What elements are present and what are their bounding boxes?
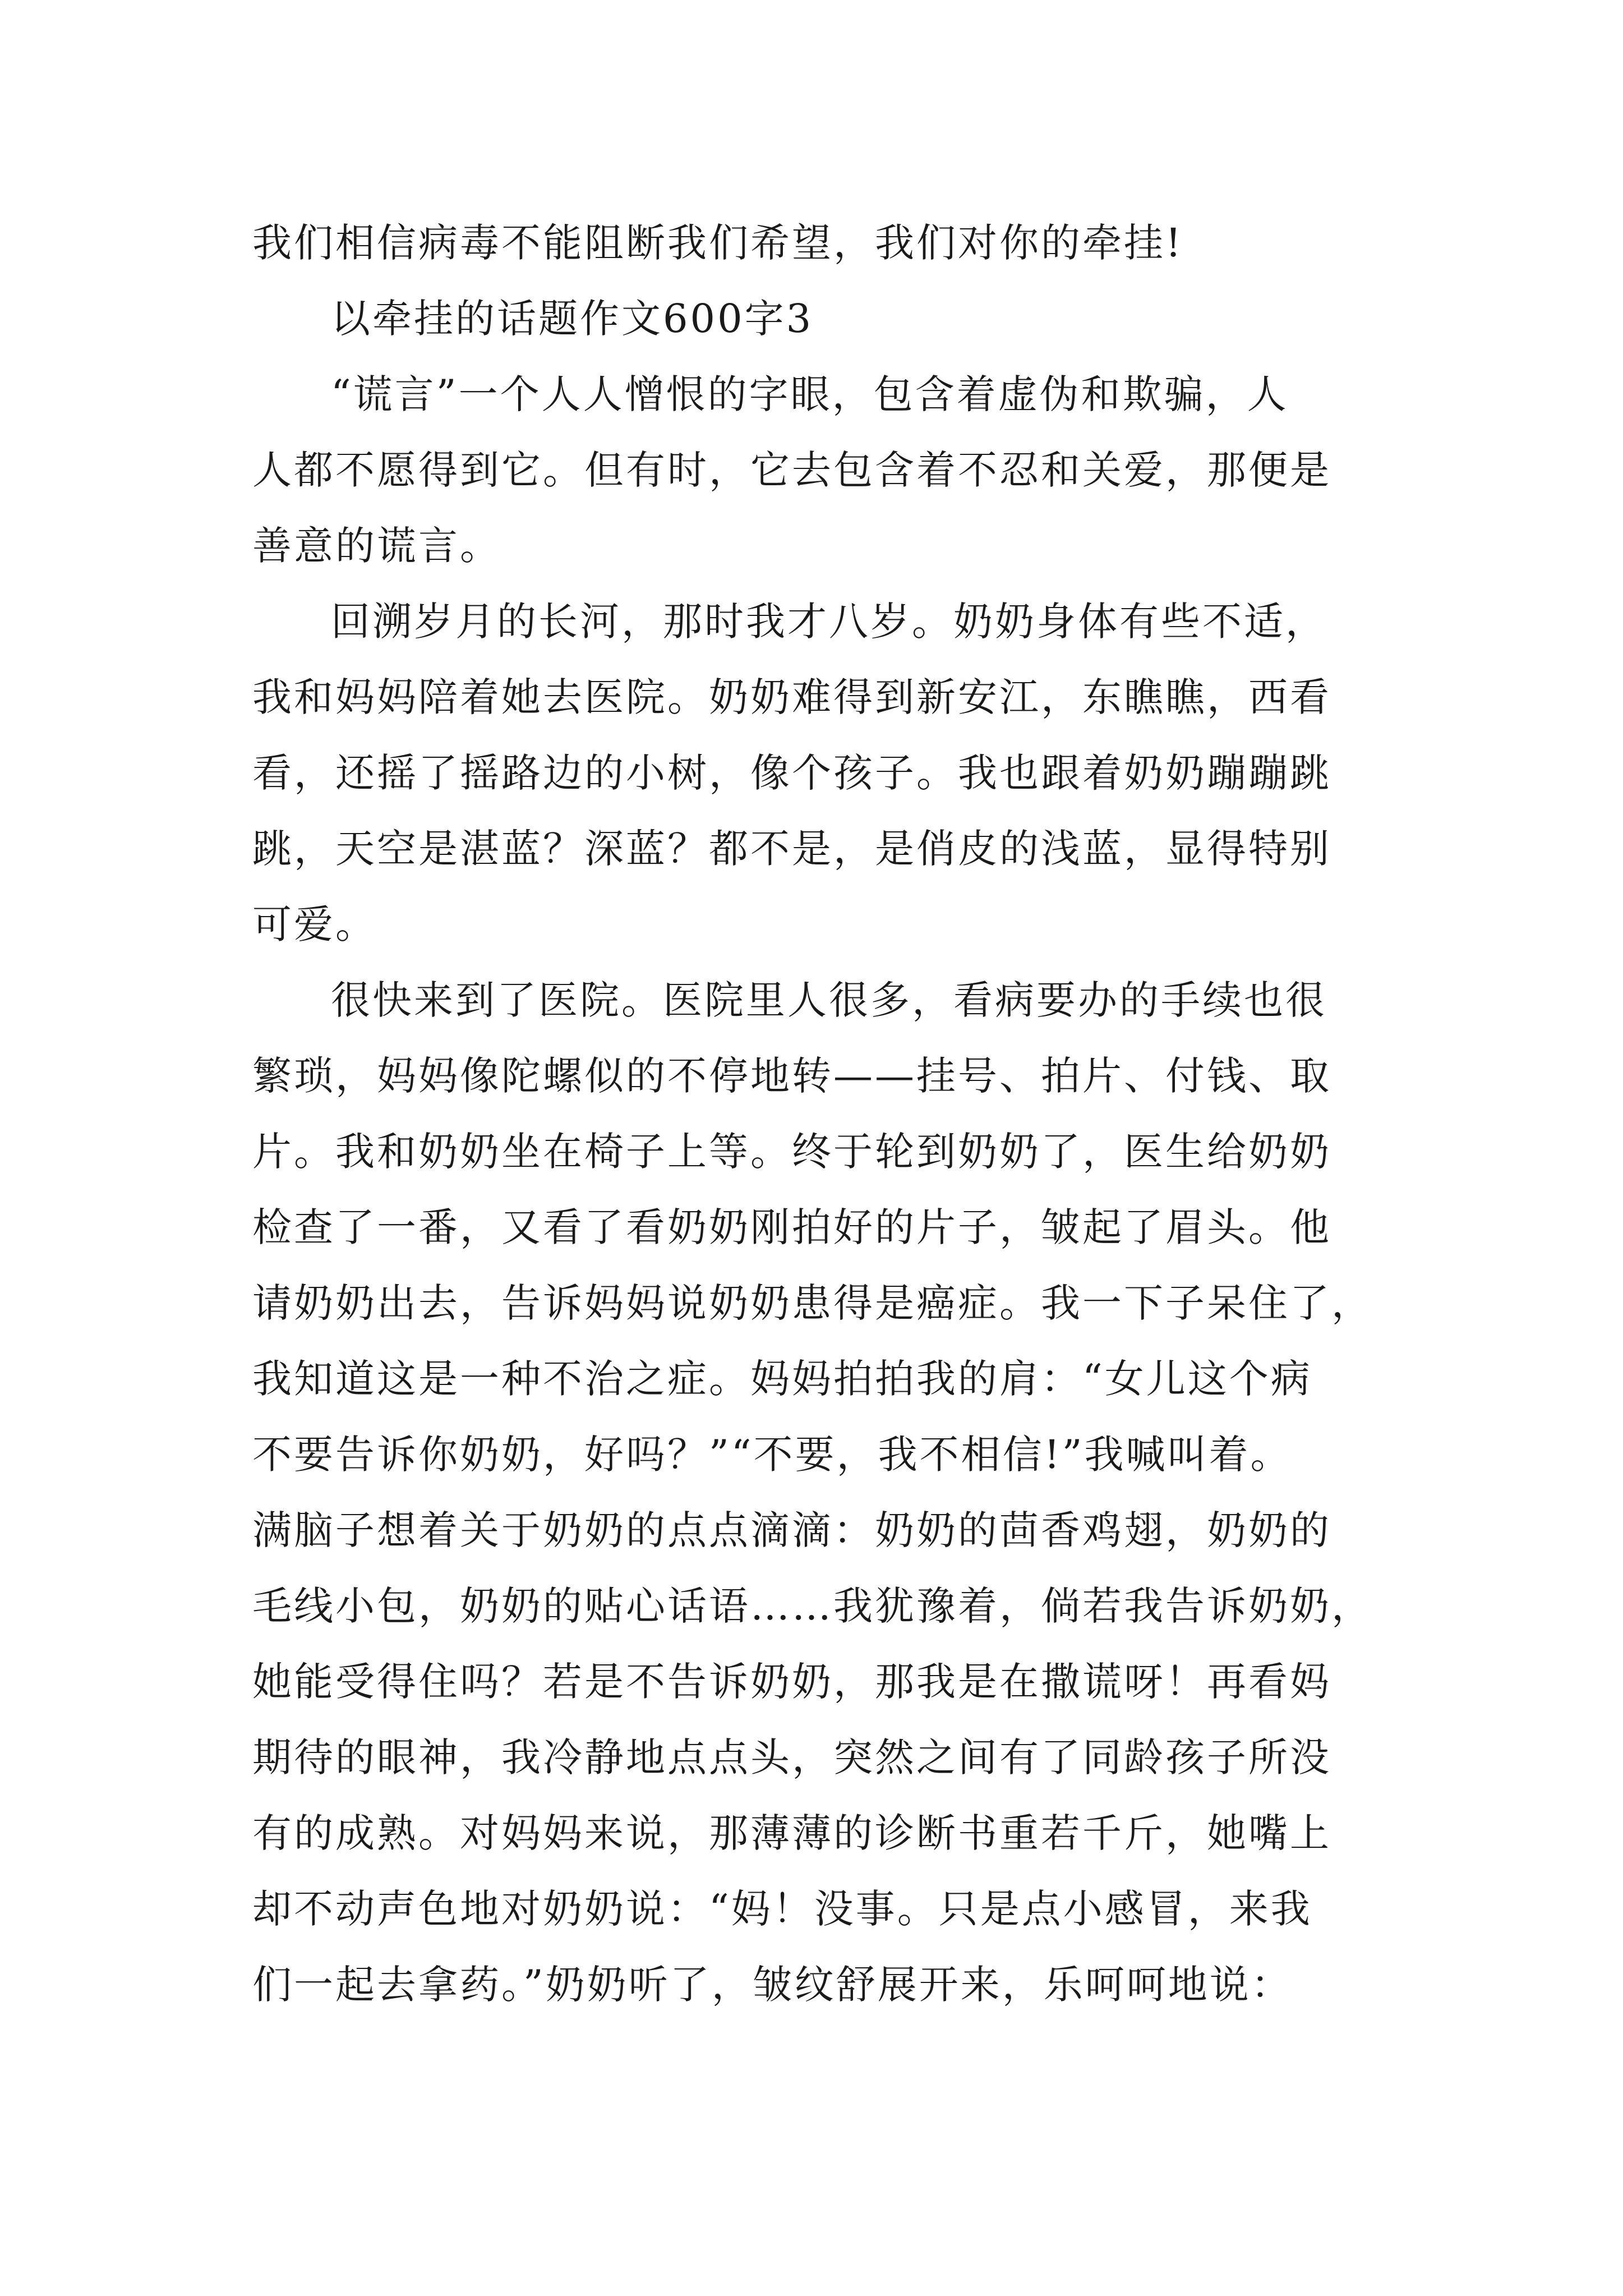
text-line: 不要告诉你奶奶，好吗？”“不要，我不相信!”我喊叫着。 bbox=[252, 1432, 1292, 1478]
text-line: 片。我和奶奶坐在椅子上等。终于轮到奶奶了，医生给奶奶 bbox=[252, 1129, 1331, 1175]
text-line: 我知道这是一种不治之症。妈妈拍拍我的肩：“女儿这个病 bbox=[252, 1356, 1312, 1402]
text-line: 却不动声色地对奶奶说：“妈！没事。只是点小感冒，来我 bbox=[252, 1886, 1312, 1932]
text-line: 她能受得住吗？若是不告诉奶奶，那我是在撒谎呀！再看妈 bbox=[252, 1659, 1331, 1705]
text-line: 期待的眼神，我冷静地点点头，突然之间有了同龄孩子所没 bbox=[252, 1734, 1331, 1780]
text-line: 回溯岁月的长河，那时我才八岁。奶奶身体有些不适， bbox=[331, 599, 1327, 645]
text-line: 跳，天空是湛蓝？深蓝？都不是，是俏皮的浅蓝，显得特别 bbox=[252, 826, 1331, 872]
text-line: 有的成熟。对妈妈来说，那薄薄的诊断书重若千斤，她嘴上 bbox=[252, 1810, 1331, 1856]
text-line: 可爱。 bbox=[252, 901, 377, 947]
text-line: 很快来到了医院。医院里人很多，看病要办的手续也很 bbox=[331, 977, 1327, 1023]
text-line: 请奶奶出去，告诉妈妈说奶奶患得是癌症。我一下子呆住了， bbox=[252, 1280, 1373, 1326]
text-line: 我和妈妈陪着她去医院。奶奶难得到新安江，东瞧瞧，西看 bbox=[252, 674, 1331, 720]
text-line: 毛线小包，奶奶的贴心话语……我犹豫着，倘若我告诉奶奶， bbox=[252, 1583, 1373, 1629]
text-line: “谎言”一个人人憎恨的字眼，包含着虚伪和欺骗，人 bbox=[331, 371, 1289, 417]
text-line: 看，还摇了摇路边的小树，像个孩子。我也跟着奶奶蹦蹦跳 bbox=[252, 750, 1331, 796]
section-heading: 以牵挂的话题作文600字3 bbox=[331, 296, 814, 342]
text-line: 我们相信病毒不能阻断我们希望，我们对你的牵挂! bbox=[252, 220, 1184, 266]
text-line: 善意的谎言。 bbox=[252, 523, 501, 569]
text-line: 满脑子想着关于奶奶的点点滴滴：奶奶的茴香鸡翅，奶奶的 bbox=[252, 1507, 1331, 1553]
text-line: 检查了一番，又看了看奶奶刚拍好的片子，皱起了眉头。他 bbox=[252, 1204, 1331, 1250]
text-line: 繁琐，妈妈像陀螺似的不停地转——挂号、拍片、付钱、取 bbox=[252, 1053, 1331, 1099]
text-line: 人都不愿得到它。但有时，它去包含着不忍和关爱，那便是 bbox=[252, 447, 1331, 493]
text-line: 们一起去拿药。”奶奶听了，皱纹舒展开来，乐呵呵地说： bbox=[252, 1962, 1293, 2008]
